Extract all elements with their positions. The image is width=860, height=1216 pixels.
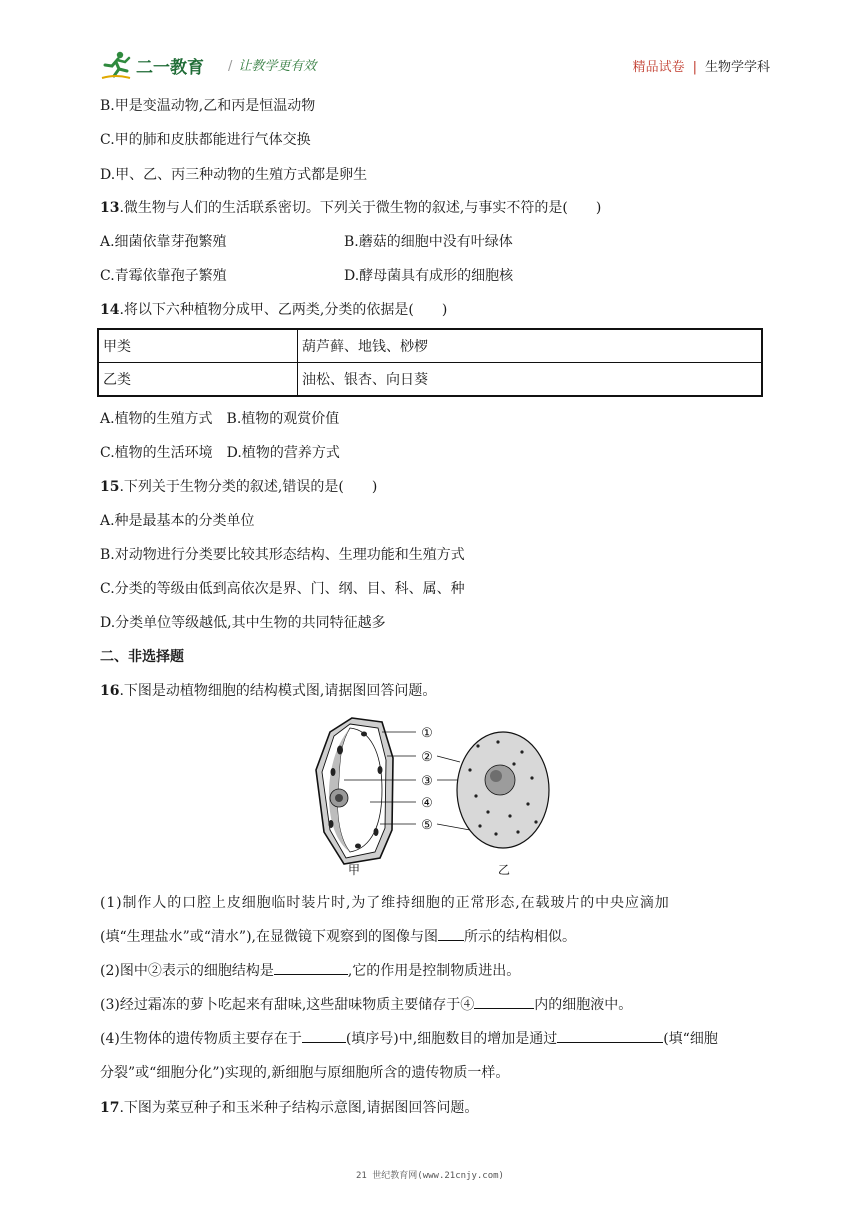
q12-option-d: D.甲、乙、丙三种动物的生殖方式都是卵生 <box>100 167 368 183</box>
q16-part4-text-c: (填“细胞 <box>663 1031 718 1047</box>
q16-part3-text-a: (3)经过霜冻的萝卜吃起来有甜味,这些甜味物质主要储存于④ <box>100 997 475 1013</box>
q14-stem <box>100 301 447 319</box>
q12-option-c: C.甲的肺和皮肤都能进行气体交换 <box>100 132 311 148</box>
animal-cell <box>457 732 549 848</box>
q16-part4-line2: 分裂”或“细胞分化”)实现的,新细胞与原细胞所含的遗传物质一样。 <box>100 1065 510 1081</box>
header-subject: 生物学学科 <box>704 60 770 75</box>
table-row <box>98 363 762 397</box>
page-header <box>100 48 770 82</box>
q16-part3-text-b: 内的细胞液中。 <box>534 997 633 1013</box>
q15-option-b: B.对动物进行分类要比较其形态结构、生理功能和生殖方式 <box>100 547 465 563</box>
q13-option-b: B.蘑菇的细胞中没有叶绿体 <box>344 234 513 250</box>
q15-option-c: C.分类的等级由低到高依次是界、门、纲、目、科、属、种 <box>100 581 465 597</box>
label-3: ③ <box>421 774 433 789</box>
cell-structure-figure <box>300 712 560 880</box>
right-caption: 乙 <box>497 863 511 877</box>
q14-options-ab: A.植物的生殖方式 B.植物的观赏价值 <box>100 411 340 427</box>
q13-option-c: C.青霉依靠孢子繁殖 <box>100 268 227 284</box>
q15-number: 15 <box>100 479 120 495</box>
left-caption: 甲 <box>347 863 361 877</box>
q15-option-d: D.分类单位等级越低,其中生物的共同特征越多 <box>100 615 386 631</box>
q16-part1-text-b: (填“生理盐水”或“清水”),在显微镜下观察到的图像与图 <box>100 929 439 945</box>
answer-blank[interactable] <box>274 960 348 975</box>
slogan: / 让教学更有效 <box>228 59 317 74</box>
q15-option-a: A.种是最基本的分类单位 <box>100 513 255 529</box>
answer-blank[interactable] <box>302 1028 346 1043</box>
q17-stem <box>100 1099 478 1117</box>
q14-number: 14 <box>100 302 120 318</box>
q17-number: 17 <box>100 1100 120 1116</box>
q15-stem-text: .下列关于生物分类的叙述,错误的是( ) <box>119 479 378 495</box>
logo <box>100 48 204 82</box>
header-tag: 精品试卷 <box>632 60 685 75</box>
q13-option-a: A.细菌依靠芽孢繁殖 <box>100 234 227 250</box>
plant-classification-table <box>97 328 763 397</box>
table-cell-plants: 葫芦藓、地钱、桫椤 <box>298 329 763 363</box>
label-2: ② <box>421 750 433 765</box>
q13-stem-text: .微生物与人们的生活联系密切。下列关于微生物的叙述,与事实不符的是( ) <box>119 200 602 216</box>
logo-text: 二一教育 <box>136 57 204 78</box>
q16-part4-text-a: (4)生物体的遗传物质主要存在于 <box>100 1031 302 1047</box>
q16-part2 <box>100 954 762 988</box>
q16-stem <box>100 682 436 700</box>
table-cell-plants: 油松、银杏、向日葵 <box>298 363 763 397</box>
label-5: ⑤ <box>421 818 433 833</box>
q15-stem <box>100 478 377 496</box>
label-4: ④ <box>421 796 433 811</box>
section-title: 二、非选择题 <box>100 649 184 665</box>
q14-stem-text: .将以下六种植物分成甲、乙两类,分类的依据是( ) <box>119 302 448 318</box>
page-footer: 21 世纪教育网(www.21cnjy.com) <box>356 1171 504 1181</box>
q13-option-d: D.酵母菌具有成形的细胞核 <box>344 268 514 284</box>
q16-part1-line2 <box>100 920 762 954</box>
q16-part4-line1 <box>100 1022 762 1056</box>
header-right: 精品试卷 | 生物学学科 <box>632 60 770 75</box>
q16-part3 <box>100 988 762 1022</box>
q16-number: 16 <box>100 683 120 699</box>
structure-labels <box>421 726 433 833</box>
plant-cell <box>316 718 393 864</box>
label-1: ① <box>421 726 433 741</box>
q16-part4-text-b: (填序号)中,细胞数目的增加是通过 <box>345 1031 558 1047</box>
q17-stem-text: .下图为菜豆种子和玉米种子结构示意图,请据图回答问题。 <box>119 1100 479 1116</box>
q16-stem-text: .下图是动植物细胞的结构模式图,请据图回答问题。 <box>119 683 437 699</box>
runner-logo-icon <box>100 50 132 80</box>
q14-options-cd: C.植物的生活环境 D.植物的营养方式 <box>100 445 340 461</box>
answer-blank[interactable] <box>557 1028 663 1043</box>
q16-part1-line1: (1)制作人的口腔上皮细胞临时装片时,为了维持细胞的正常形态,在载玻片的中央应滴加 <box>100 895 670 911</box>
answer-blank[interactable] <box>438 926 464 941</box>
q13-number: 13 <box>100 200 120 216</box>
q12-option-b: B.甲是变温动物,乙和丙是恒温动物 <box>100 98 316 114</box>
slogan-text: 让教学更有效 <box>238 59 317 74</box>
q16-part1-text-c: 所示的结构相似。 <box>464 929 577 945</box>
answer-blank[interactable] <box>474 994 534 1009</box>
table-row <box>98 329 762 363</box>
q16-part2-text-b: ,它的作用是控制物质进出。 <box>347 963 521 979</box>
q13-stem <box>100 199 601 217</box>
q16-part2-text-a: (2)图中②表示的细胞结构是 <box>100 963 274 979</box>
table-cell-label: 甲类 <box>98 329 298 363</box>
table-cell-label: 乙类 <box>98 363 298 397</box>
